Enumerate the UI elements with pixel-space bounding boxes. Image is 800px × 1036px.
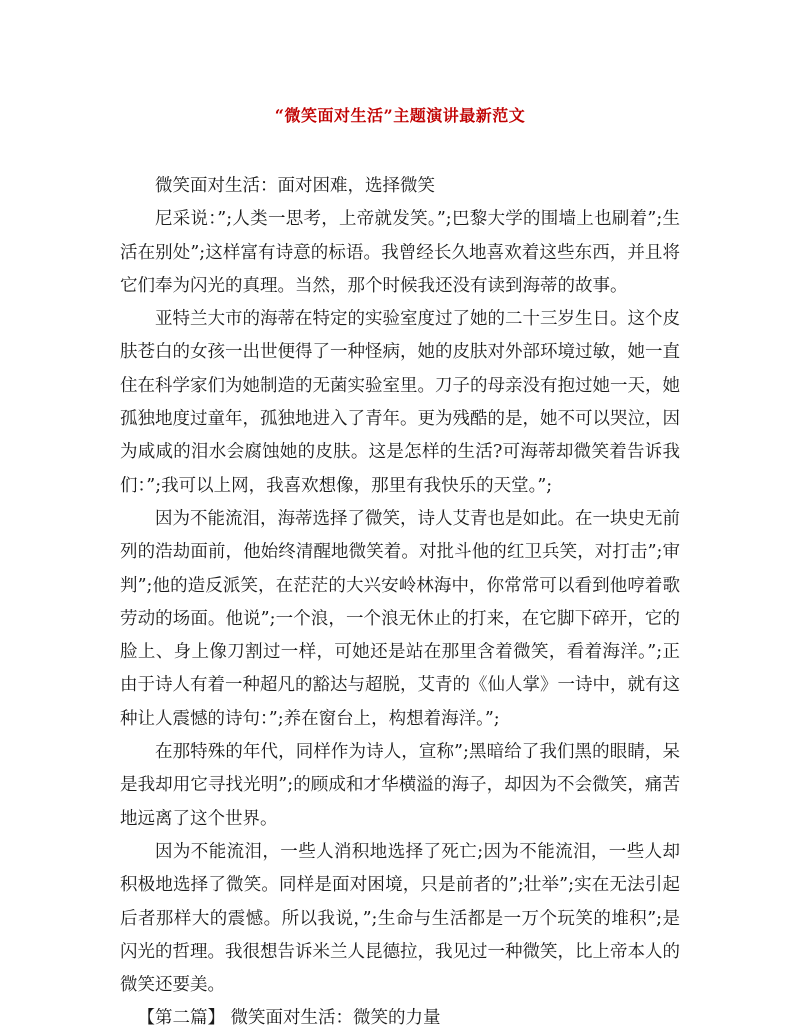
document-body [120,170,680,1036]
section-heading: 【第二篇】 微笑面对生活：微笑的力量 [137,1008,441,1029]
document-title: “微笑面对生活”主题演讲最新范文 [274,106,526,125]
paragraph-4: 在那特殊的年代，同样作为诗人，宣称”;黑暗给了我们黑的眼睛，呆是我却用它寻找光明”;的顾成和才华横溢的海子，却因为不会微笑，痛苦地远离了这个世界。 [120,742,680,829]
paragraph-1: 尼采说：”;人类一思考，上帝就发笑。”;巴黎大学的围墙上也刷着”;生活在别处”;这样富有诗意的标语。我曾经长久地喜欢着这些东西，并且将它们奉为闪光的真理。当然，那个时候我还没有读到海蒂的故事。 [120,209,680,296]
document-subtitle: 微笑面对生活：面对困难，选择微笑 [155,176,435,196]
paragraph-3: 因为不能流泪，海蒂选择了微笑，诗人艾青也是如此。在一块史无前列的浩劫面前，他始终清醒地微笑着。对批斗他的红卫兵笑，对打击”;审判”;他的造反派笑，在茫茫的大兴安岭林海中，你常常可以看到他哼着歌劳动的场面。他说”;一个浪，一个浪无休止的打来，在它脚下碎开，它的脸上、身上像刀割过一样，可她还是站在那里含着微笑，看着海洋。”;正由于诗人有着一种超凡的豁达与超脱，艾青的《仙人掌》一诗中，就有这种让人震憾的诗句：”;养在窗台上，构想着海洋。”; [120,508,680,729]
paragraph-5: 因为不能流泪，一些人消积地选择了死亡;因为不能流泪，一些人却积极地选择了微笑。同样是面对困境，只是前者的”;壮举”;实在无法引起后者那样大的震憾。所以我说，”;生命与生活都是一万个玩笑的堆积”;是闪光的哲理。我很想告诉米兰人昆德拉，我见过一种微笑，比上帝本人的微笑还要美。 [120,841,680,996]
paragraph-2: 亚特兰大市的海蒂在特定的实验室度过了她的二十三岁生日。这个皮肤苍白的女孩一出世便得了一种怪病，她的皮肤对外部环境过敏，她一直住在科学家们为她制造的无菌实验室里。刀子的母亲没有抱过她一天，她孤独地度过童年，孤独地进入了青年。更为残酷的是，她不可以哭泣，因为咸咸的泪水会腐蚀她的皮肤。这是怎样的生活?可海蒂却微笑着告诉我们：”;我可以上网，我喜欢想像，那里有我快乐的天堂。”; [120,309,680,496]
